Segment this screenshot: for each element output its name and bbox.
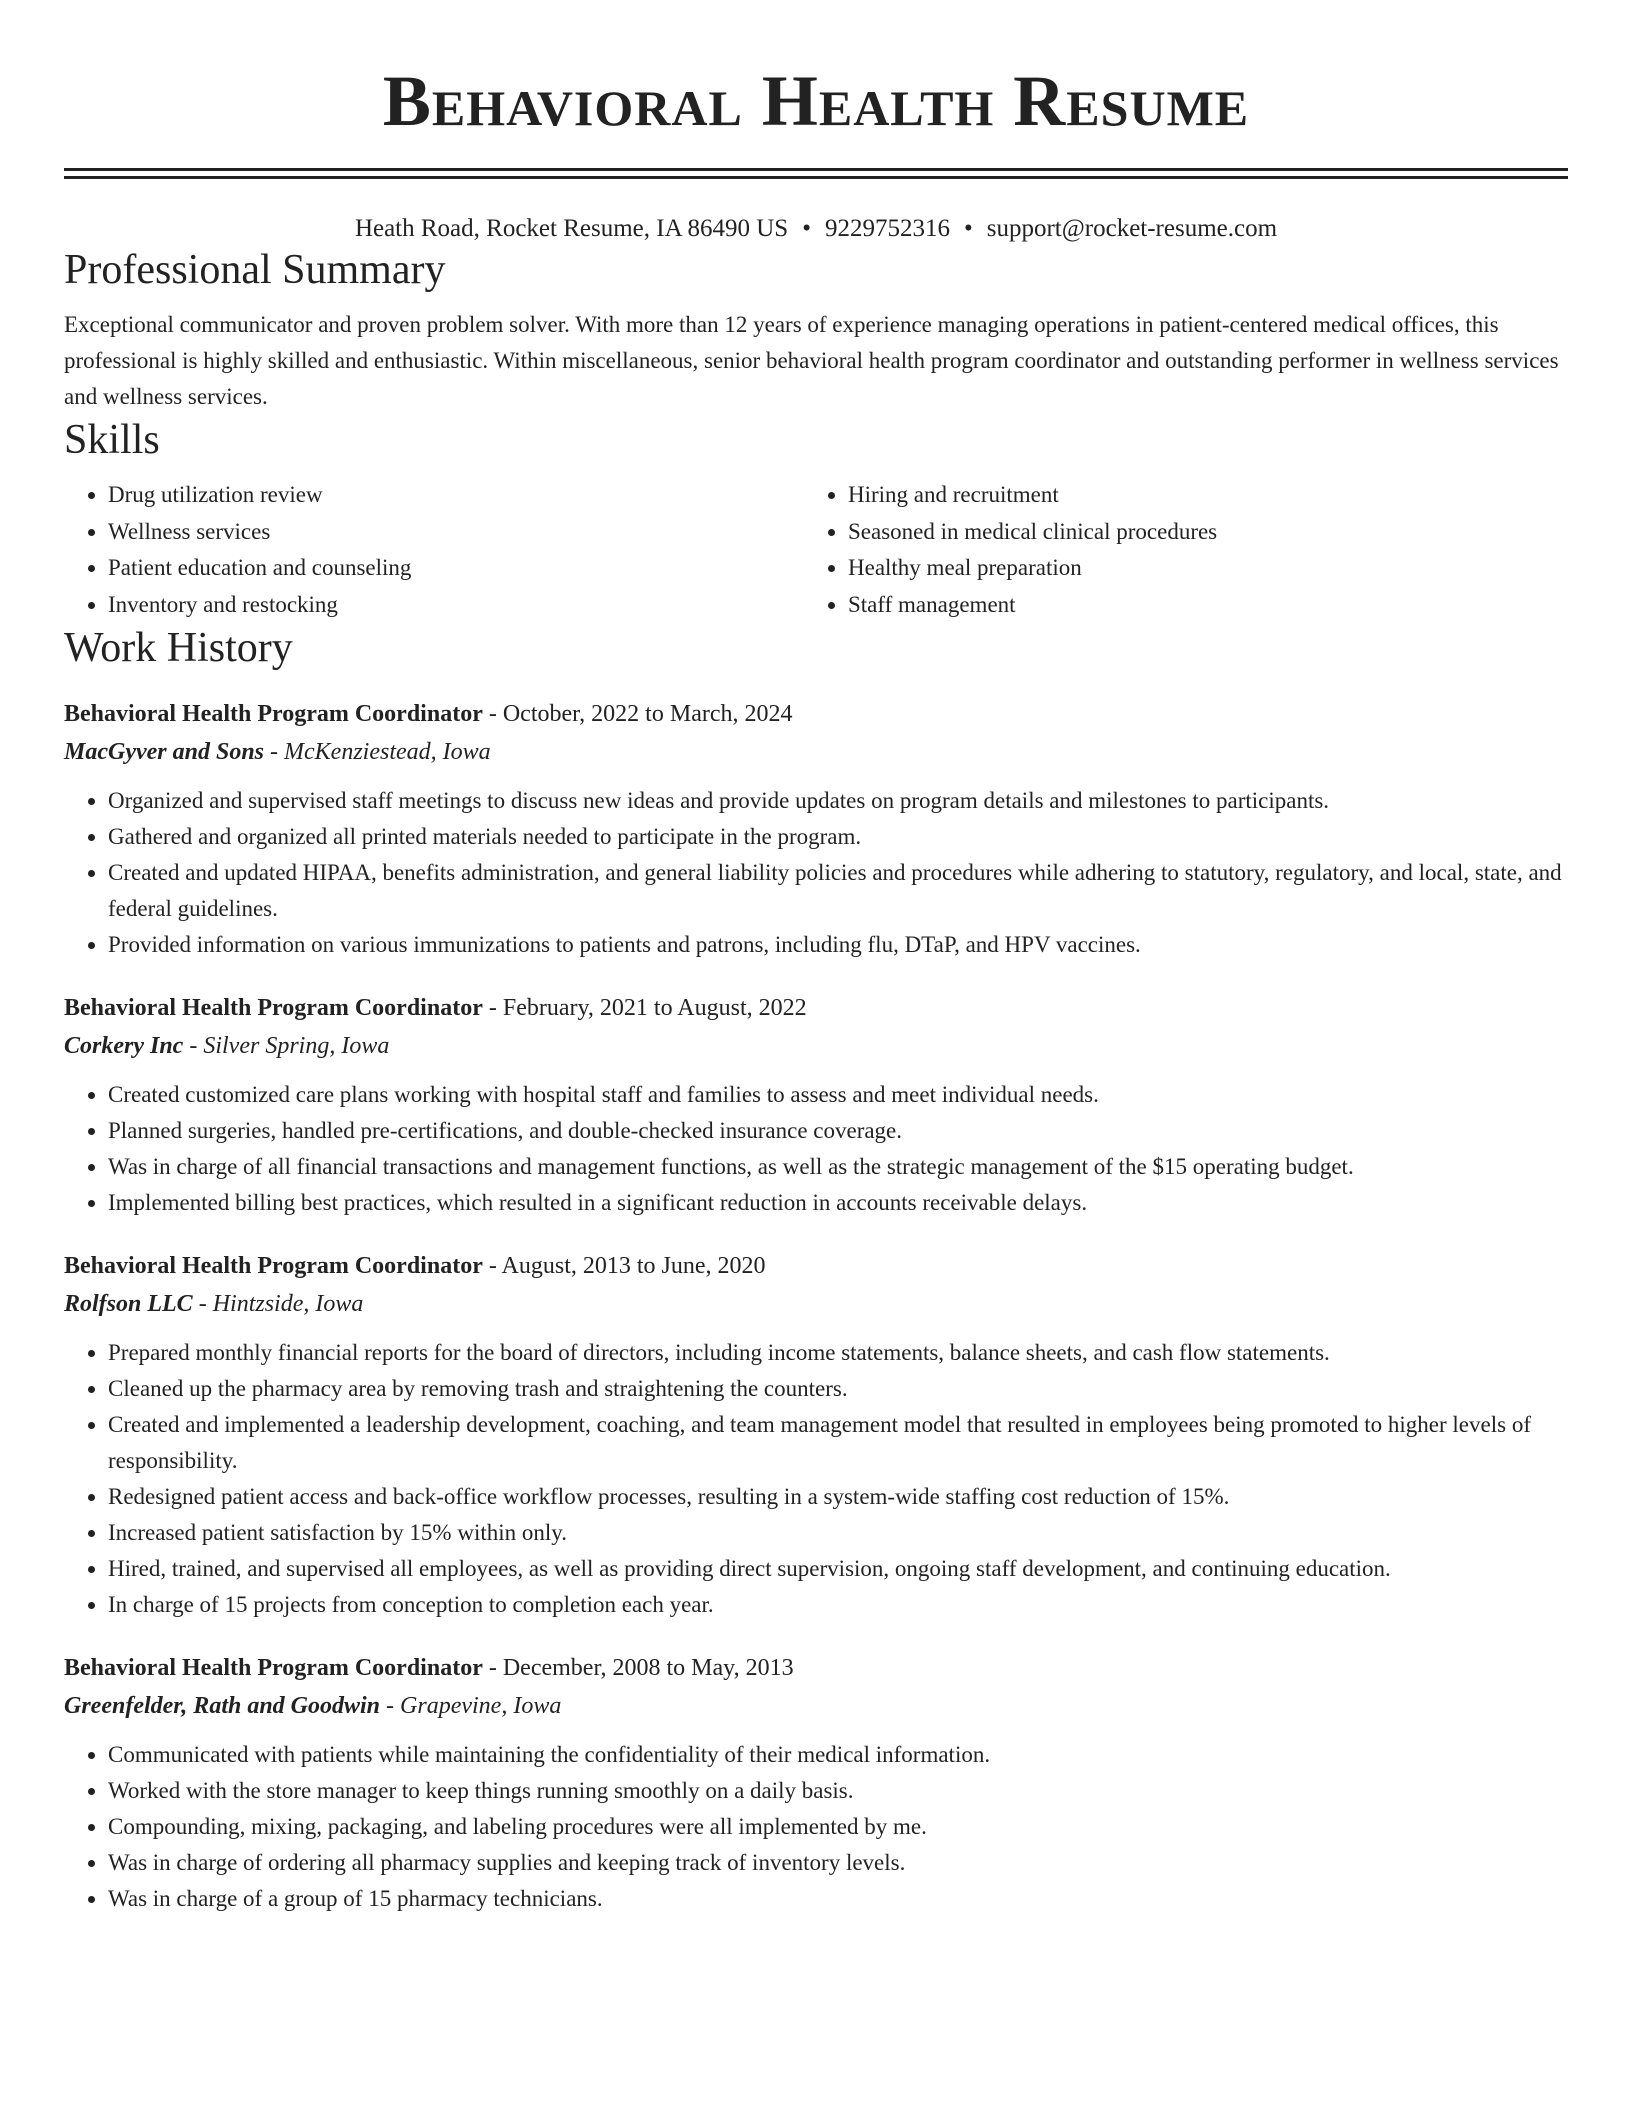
skills-heading: Skills <box>64 417 160 463</box>
job-duties <box>64 1335 1568 1623</box>
contact-separator: • <box>802 215 811 242</box>
job-duties <box>64 1737 1568 1917</box>
duty-item: • Was in charge of all financial transactions and management functions, as well as the strategic management of the $15 operating budget. <box>108 1149 1568 1185</box>
duty-item: • Cleaned up the pharmacy area by removing trash and straightening the counters. <box>108 1371 1568 1407</box>
job-title-line <box>64 695 1568 733</box>
summary-heading: Professional Summary <box>64 247 446 293</box>
company-line <box>64 733 1568 771</box>
duty-item: • Was in charge of ordering all pharmacy supplies and keeping track of inventory levels. <box>108 1845 1568 1881</box>
job-title-line <box>64 1247 1568 1285</box>
company-name: Greenfelder, Rath and Goodwin <box>64 1693 381 1719</box>
company-name: MacGyver and Sons <box>64 739 265 765</box>
contact-line <box>64 213 1568 245</box>
skills-column-right <box>804 477 1564 623</box>
duty-item: • Communicated with patients while maintaining the confidentiality of their medical information. <box>108 1737 1568 1773</box>
job-entry <box>64 989 1568 1221</box>
contact-email: support@rocket-resume.com <box>986 215 1278 242</box>
duty-item: • Planned surgeries, handled pre-certifications, and double-checked insurance coverage. <box>108 1113 1568 1149</box>
job-dates: October, 2022 to March, 2024 <box>502 701 793 727</box>
duty-item: • Created and updated HIPAA, benefits administration, and general liability policies and procedures while adhering to statutory, regulatory, and local, state, and federal guidelines. <box>108 855 1568 927</box>
job-dates: December, 2008 to May, 2013 <box>502 1655 794 1681</box>
duty-item: • Compounding, mixing, packaging, and labeling procedures were all implemented by me. <box>108 1809 1568 1845</box>
work-history-heading: Work History <box>64 625 293 671</box>
job-title: Behavioral Health Program Coordinator <box>64 1253 483 1279</box>
company-name: Rolfson LLC <box>64 1291 193 1317</box>
company-line <box>64 1687 1568 1725</box>
company-location: Grapevine, Iowa <box>400 1693 562 1719</box>
job-dash: - <box>482 701 503 727</box>
duty-item: • Increased patient satisfaction by 15% within only. <box>108 1515 1568 1551</box>
duty-item: • Organized and supervised staff meetings to discuss new ideas and provide updates on program details and milestones to participants. <box>108 783 1568 819</box>
job-dash: - <box>482 1655 503 1681</box>
company-line <box>64 1027 1568 1065</box>
skill-item: • Wellness services <box>108 514 804 551</box>
duty-item: • Hired, trained, and supervised all employees, as well as providing direct supervision, ongoing staff development, and continuing education. <box>108 1551 1568 1587</box>
job-duties <box>64 1077 1568 1221</box>
duty-item: • Gathered and organized all printed materials needed to participate in the program. <box>108 819 1568 855</box>
company-dash: - <box>264 739 285 765</box>
resume-title: Behavioral Health Resume <box>382 61 1250 141</box>
job-entry <box>64 695 1568 963</box>
summary-text: Exceptional communicator and proven problem solver. With more than 12 years of experience managing operations in patient-centered medical offices, this professional is highly skilled and enthusiastic. Within miscellaneous, senior behavioral health program coordinator and outstanding performer in wellness services and wellness services. <box>64 312 1559 409</box>
duty-item: • Redesigned patient access and back-office workflow processes, resulting in a system-wide staffing cost reduction of 15%. <box>108 1479 1568 1515</box>
skill-item: • Drug utilization review <box>108 477 804 514</box>
job-dash: - <box>482 995 503 1021</box>
duty-item: • Provided information on various immunizations to patients and patrons, including flu, DTaP, and HPV vaccines. <box>108 927 1568 963</box>
skill-item: • Healthy meal preparation <box>848 550 1564 587</box>
title-double-rule <box>64 168 1568 179</box>
job-dates: August, 2013 to June, 2020 <box>501 1253 766 1279</box>
job-title-line <box>64 1649 1568 1687</box>
company-location: Silver Spring, Iowa <box>203 1033 390 1059</box>
contact-address: Heath Road, Rocket Resume, IA 86490 US <box>354 215 789 242</box>
skill-item: • Patient education and counseling <box>108 550 804 587</box>
job-title: Behavioral Health Program Coordinator <box>64 701 483 727</box>
duty-item: • Worked with the store manager to keep things running smoothly on a daily basis. <box>108 1773 1568 1809</box>
job-dates: February, 2021 to August, 2022 <box>502 995 807 1021</box>
duty-item: • In charge of 15 projects from conception to completion each year. <box>108 1587 1568 1623</box>
skill-item: • Staff management <box>848 587 1564 624</box>
job-title: Behavioral Health Program Coordinator <box>64 1655 483 1681</box>
job-entry <box>64 1247 1568 1623</box>
company-name: Corkery Inc <box>64 1033 184 1059</box>
duty-item: • Created customized care plans working with hospital staff and families to assess and meet individual needs. <box>108 1077 1568 1113</box>
job-entry <box>64 1649 1568 1917</box>
contact-phone: 9229752316 <box>824 215 950 242</box>
job-dash: - <box>482 1253 502 1279</box>
company-location: McKenziestead, Iowa <box>284 739 491 765</box>
skills-list <box>64 477 1568 623</box>
job-title: Behavioral Health Program Coordinator <box>64 995 483 1021</box>
skill-item: • Seasoned in medical clinical procedures <box>848 514 1564 551</box>
duty-item: • Created and implemented a leadership development, coaching, and team management model that resulted in employees being promoted to higher levels of responsibility. <box>108 1407 1568 1479</box>
duty-item: • Was in charge of a group of 15 pharmacy technicians. <box>108 1881 1568 1917</box>
company-line <box>64 1285 1568 1323</box>
job-title-line <box>64 989 1568 1027</box>
company-dash: - <box>192 1291 213 1317</box>
company-dash: - <box>183 1033 204 1059</box>
duty-item: • Implemented billing best practices, which resulted in a significant reduction in accounts receivable delays. <box>108 1185 1568 1221</box>
duty-item: • Prepared monthly financial reports for the board of directors, including income statements, balance sheets, and cash flow statements. <box>108 1335 1568 1371</box>
contact-separator: • <box>963 215 973 242</box>
skill-item: • Inventory and restocking <box>108 587 804 624</box>
job-duties <box>64 783 1568 963</box>
company-location: Hintzside, Iowa <box>212 1291 364 1317</box>
skills-column-left <box>64 477 804 623</box>
company-dash: - <box>380 1693 401 1719</box>
skill-item: • Hiring and recruitment <box>848 477 1564 514</box>
